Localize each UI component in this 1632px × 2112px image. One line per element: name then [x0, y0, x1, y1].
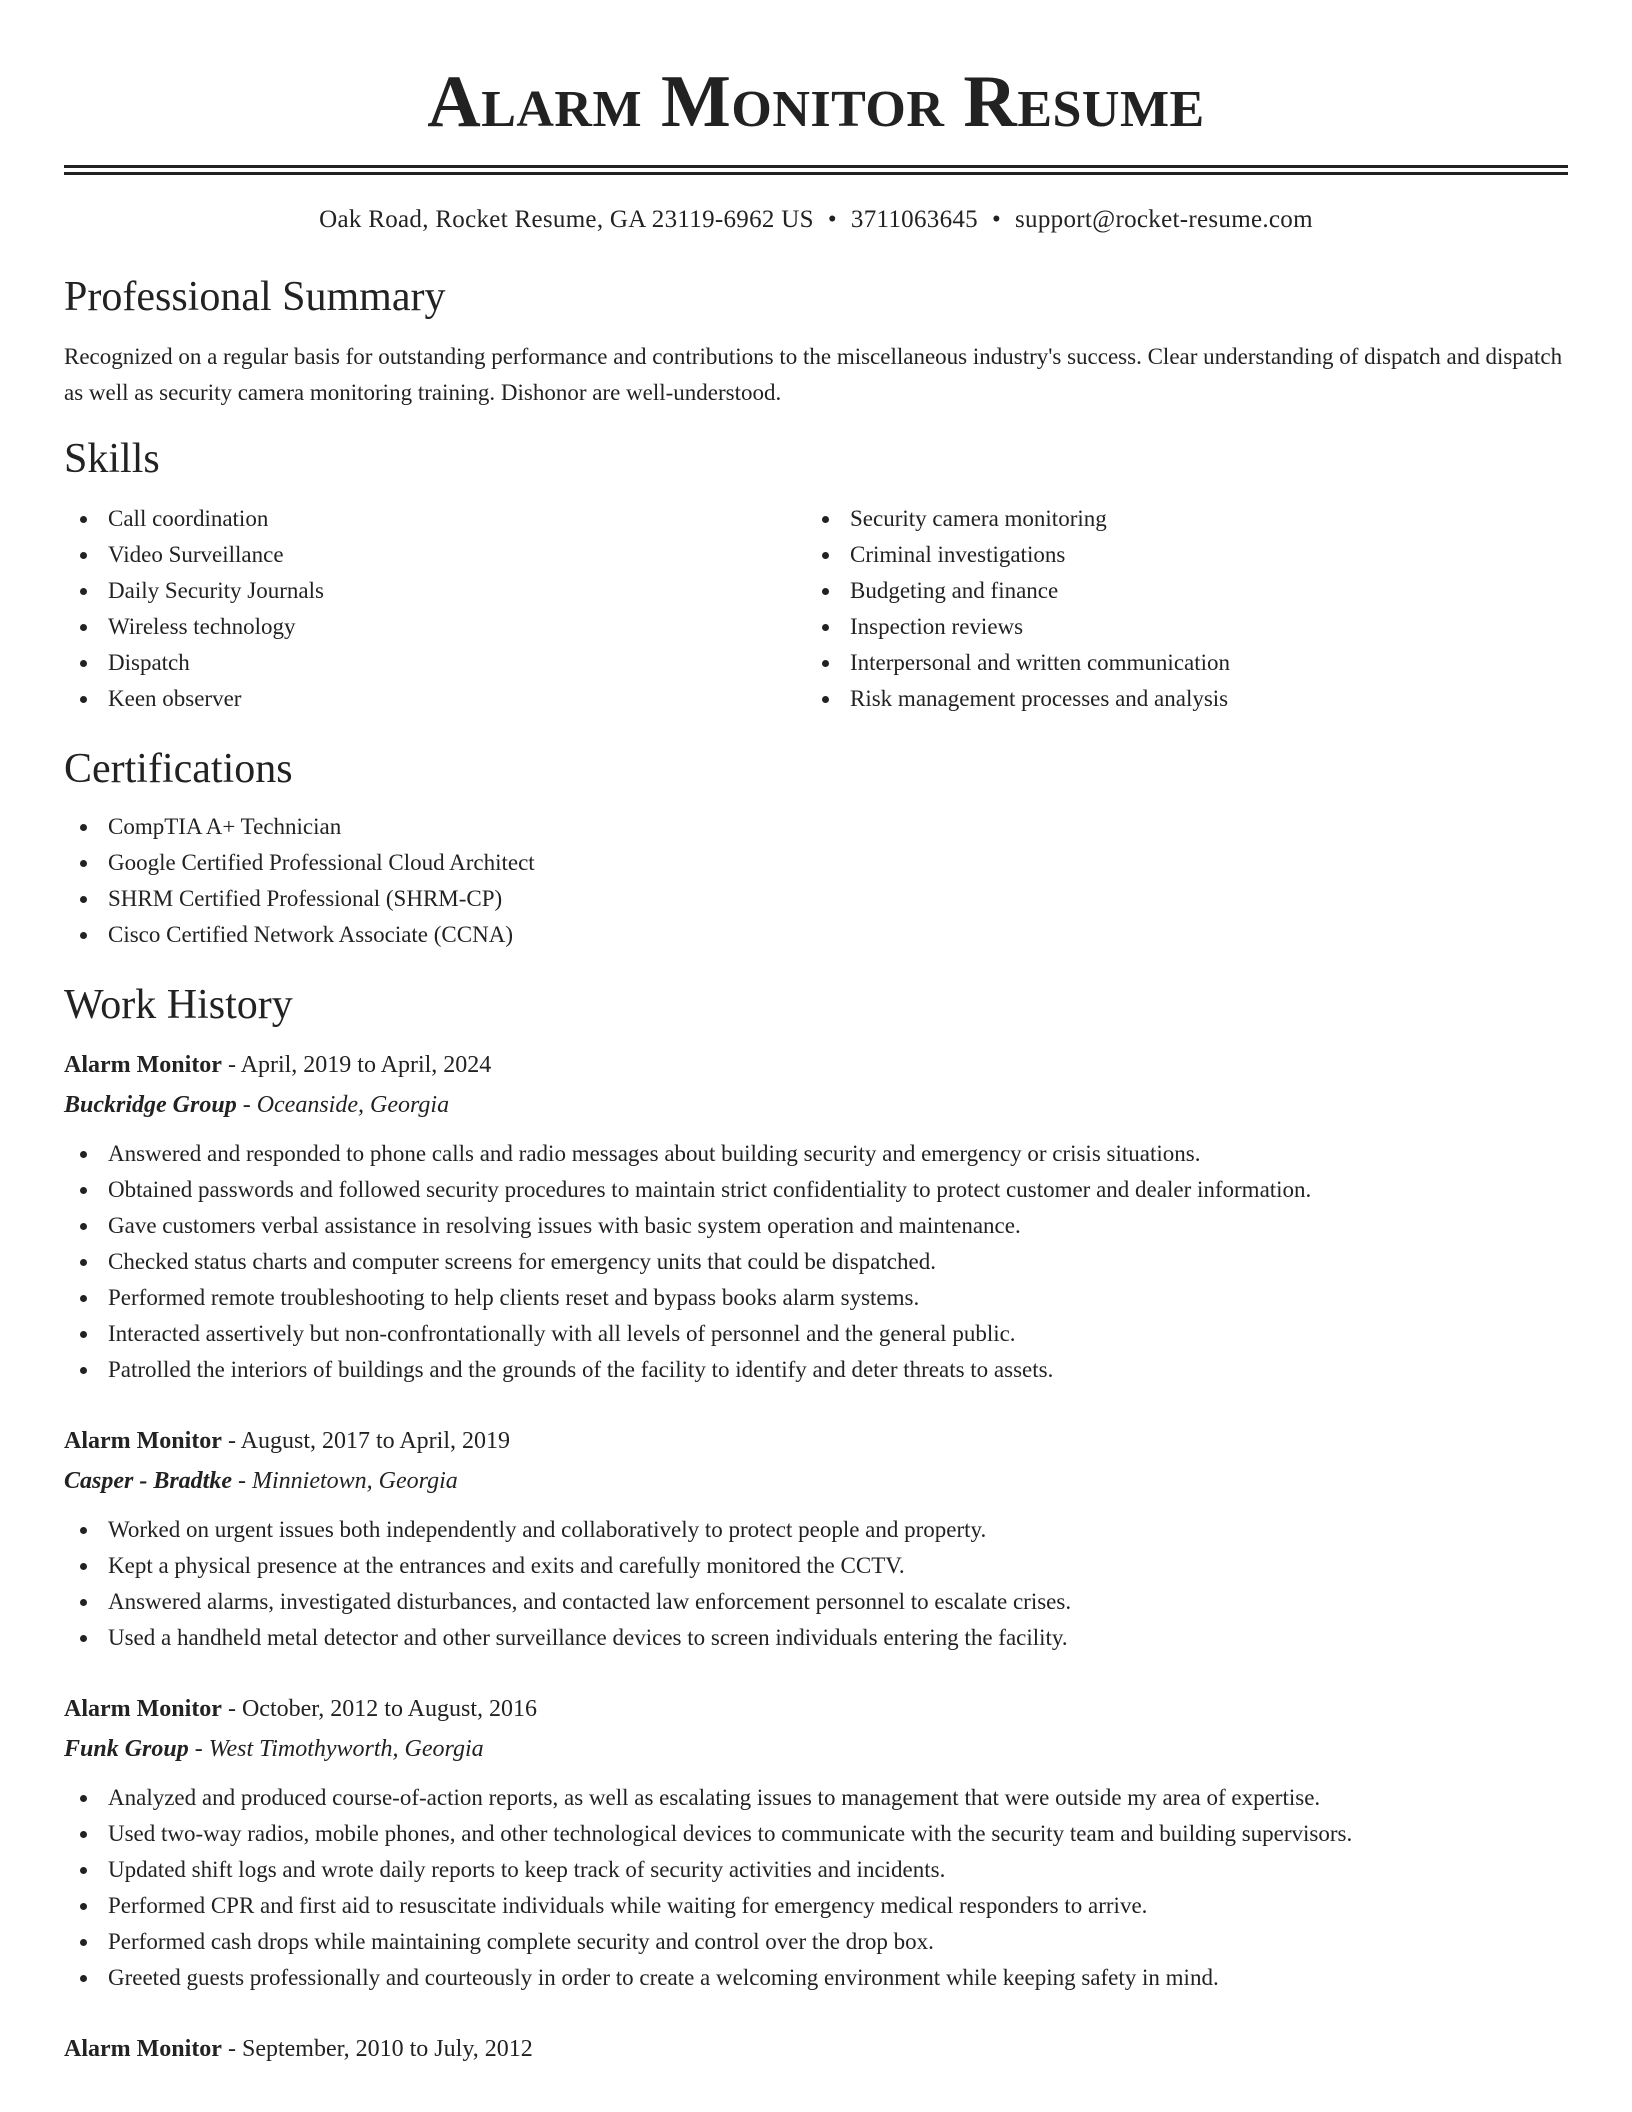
job-title: Alarm Monitor — [64, 1052, 222, 1078]
contact-separator: • — [991, 206, 1002, 233]
contact-phone: 3711063645 — [850, 206, 978, 233]
job-company: Funk Group — [64, 1736, 189, 1762]
certification-item: Google Certified Professional Cloud Architect — [64, 845, 1568, 881]
skills-list-left — [64, 501, 806, 717]
job-title: Alarm Monitor — [64, 1696, 222, 1722]
resume-title: Alarm Monitor Resume — [427, 61, 1205, 143]
skill-item: Dispatch — [64, 645, 806, 681]
skill-item: Call coordination — [64, 501, 806, 537]
job-title-line: Alarm Monitor - September, 2010 to July, 2012 — [64, 2036, 533, 2062]
job-duty-item: Patrolled the interiors of buildings and the grounds of the facility to identify and deter threats to assets. — [64, 1352, 1568, 1388]
job-duties-list — [64, 1780, 1568, 1996]
job-dates: September, 2010 to July, 2012 — [241, 2036, 533, 2062]
job-dates: October, 2012 to August, 2016 — [241, 1696, 537, 1722]
job-entry — [64, 2029, 1568, 2069]
job-company-line: Funk Group - West Timothyworth, Georgia — [64, 1736, 484, 1762]
job-duty-item: Performed remote troubleshooting to help clients reset and bypass books alarm systems. — [64, 1280, 1568, 1316]
job-duty-item: Greeted guests professionally and courteously in order to create a welcoming environment while keeping safety in mind. — [64, 1960, 1568, 1996]
job-company: Casper - Bradtke — [64, 1468, 232, 1494]
skill-item: Daily Security Journals — [64, 573, 806, 609]
job-company: Buckridge Group — [64, 1092, 237, 1118]
summary-text: Recognized on a regular basis for outstanding performance and contributions to the miscellaneous industry's success. Clear understanding of dispatch and dispatch as well as security camera monitoring training. Dishonor are well-understood. — [64, 344, 1563, 405]
job-duty-item: Analyzed and produced course-of-action reports, as well as escalating issues to management that were outside my area of expertise. — [64, 1780, 1568, 1816]
skill-item: Criminal investigations — [806, 537, 1568, 573]
contact-email: support@rocket-resume.com — [1015, 206, 1313, 233]
certification-item: CompTIA A+ Technician — [64, 809, 1568, 845]
skill-item: Security camera monitoring — [806, 501, 1568, 537]
job-title: Alarm Monitor — [64, 2036, 222, 2062]
job-duty-item: Gave customers verbal assistance in resolving issues with basic system operation and maintenance. — [64, 1208, 1568, 1244]
contact-separator: • — [827, 206, 837, 233]
certification-item: Cisco Certified Network Associate (CCNA) — [64, 917, 1568, 953]
job-duty-item: Performed cash drops while maintaining complete security and control over the drop box. — [64, 1924, 1568, 1960]
skill-item: Video Surveillance — [64, 537, 806, 573]
job-duty-item: Obtained passwords and followed security procedures to maintain strict confidentiality to protect customer and dealer information. — [64, 1172, 1568, 1208]
job-duty-item: Used two-way radios, mobile phones, and other technological devices to communicate with the security team and building supervisors. — [64, 1816, 1568, 1852]
certifications-list — [64, 809, 1568, 953]
job-location: Oceanside, Georgia — [256, 1092, 450, 1118]
skill-item: Keen observer — [64, 681, 806, 717]
contact-line — [64, 202, 1568, 238]
job-duties-list — [64, 1136, 1568, 1388]
job-duty-item: Answered alarms, investigated disturbances, and contacted law enforcement personnel to escalate crises. — [64, 1584, 1568, 1620]
work-history-heading: Work History — [64, 982, 293, 1028]
job-dates: August, 2017 to April, 2019 — [240, 1428, 510, 1454]
job-title-line: Alarm Monitor - April, 2019 to April, 2024 — [64, 1052, 492, 1078]
skills-list-right — [806, 501, 1568, 717]
job-company-line: Casper - Bradtke - Minnietown, Georgia — [64, 1468, 458, 1494]
job-duty-item: Worked on urgent issues both independently and collaboratively to protect people and property. — [64, 1512, 1568, 1548]
skill-item: Budgeting and finance — [806, 573, 1568, 609]
job-duties-list — [64, 1512, 1568, 1656]
skill-item: Interpersonal and written communication — [806, 645, 1568, 681]
job-duty-item: Performed CPR and first aid to resuscitate individuals while waiting for emergency medical responders to arrive. — [64, 1888, 1568, 1924]
skill-item: Wireless technology — [64, 609, 806, 645]
job-title-line: Alarm Monitor - October, 2012 to August, 2016 — [64, 1696, 537, 1722]
certification-item: SHRM Certified Professional (SHRM-CP) — [64, 881, 1568, 917]
job-duty-item: Kept a physical presence at the entrances and exits and carefully monitored the CCTV. — [64, 1548, 1568, 1584]
job-duty-item: Answered and responded to phone calls and radio messages about building security and emergency or crisis situations. — [64, 1136, 1568, 1172]
skill-item: Inspection reviews — [806, 609, 1568, 645]
skill-item: Risk management processes and analysis — [806, 681, 1568, 717]
job-entry — [64, 1689, 1568, 1996]
job-title: Alarm Monitor — [64, 1428, 222, 1454]
job-company-line: Buckridge Group - Oceanside, Georgia — [64, 1092, 450, 1118]
job-duty-item: Used a handheld metal detector and other surveillance devices to screen individuals entering the facility. — [64, 1620, 1568, 1656]
job-entry — [64, 1421, 1568, 1656]
job-location: Minnietown, Georgia — [252, 1468, 458, 1494]
contact-address: Oak Road, Rocket Resume, GA 23119-6962 US — [319, 206, 814, 233]
job-dates: April, 2019 to April, 2024 — [240, 1052, 492, 1078]
title-double-rule — [64, 165, 1568, 175]
job-title-line: Alarm Monitor - August, 2017 to April, 2019 — [64, 1428, 510, 1454]
skills-columns — [64, 501, 1568, 717]
job-duty-item: Updated shift logs and wrote daily reports to keep track of security activities and incidents. — [64, 1852, 1568, 1888]
job-duty-item: Checked status charts and computer screens for emergency units that could be dispatched. — [64, 1244, 1568, 1280]
skills-heading: Skills — [64, 436, 160, 482]
job-entry — [64, 1045, 1568, 1388]
job-duty-item: Interacted assertively but non-confrontationally with all levels of personnel and the general public. — [64, 1316, 1568, 1352]
job-location: West Timothyworth, Georgia — [208, 1736, 484, 1762]
certifications-heading: Certifications — [64, 746, 293, 792]
summary-heading: Professional Summary — [64, 274, 446, 320]
